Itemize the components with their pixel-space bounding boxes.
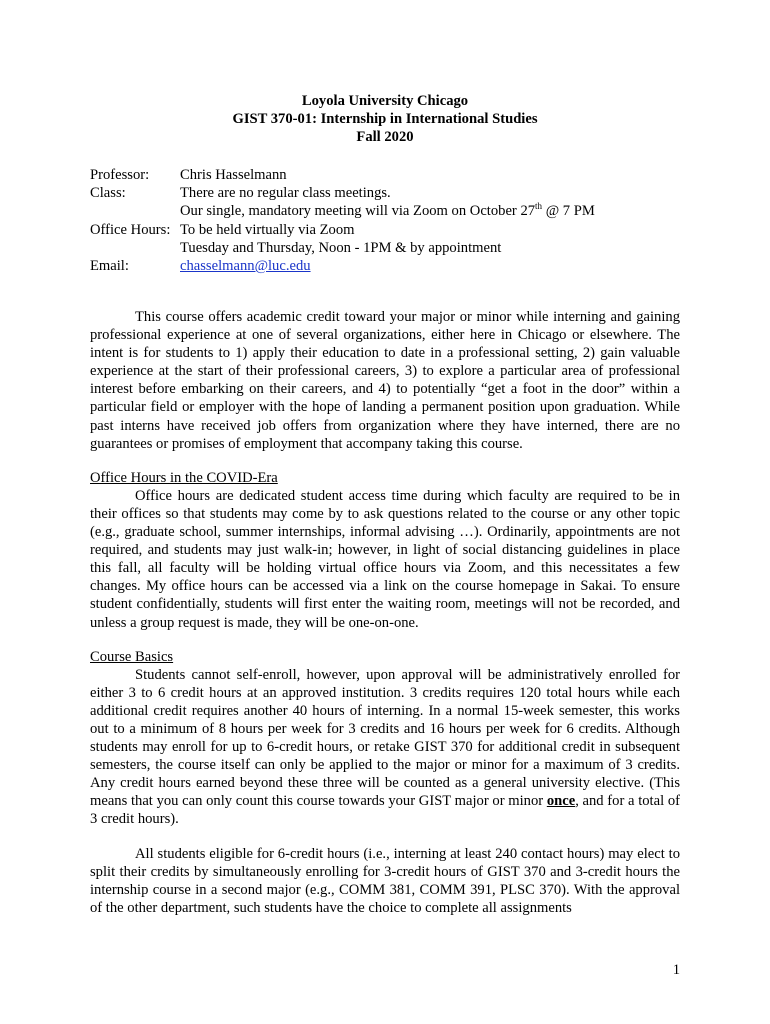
emphasis-once: once [546, 793, 576, 810]
term: Fall 2020 [356, 129, 414, 146]
course-basics-heading: Course Basics [90, 648, 174, 665]
page-number: 1 [672, 962, 680, 978]
professor-label: Professor: [90, 167, 150, 183]
course-info [90, 166, 690, 275]
office-hours-paragraph: Office hours are dedicated student access time during which faculty are required to be in their offices so that students may come by to ask questions related to the course or any other topic (e.g., graduate school, summer internships, informal advising …). Ordinarily, appointments are not required, and students may just walk-in; however, in light of social distancing guidelines in place this fall, all faculty will be holding virtual office hours via Zoom, and this necessitates a few changes. My office hours can be accessed via a link on the course homepage in Sakai. To ensure student confidentially, students will first enter the waiting room, meetings will not be recorded, and unless a group request is made, they will be one-on-one. [90, 487, 680, 631]
office-hours-row-2 [90, 239, 690, 257]
office-hours-value-1: To be held virtually via Zoom [180, 221, 355, 238]
class-label: Class: [90, 185, 126, 202]
office-hours-label: Office Hours: [90, 221, 171, 238]
office-hours-row [90, 221, 690, 239]
document-header [0, 92, 770, 147]
course-basics-paragraph: Students cannot self-enroll, however, upon approval will be administratively enrolled for either 3 to 6 credit hours at an approved institution. 3 credits requires 120 total hours while each additional credit requires another 40 hours of interning. In a normal 15-week semester, this works out to a minimum of 8 hours per week for 3 credits and 16 hours per week for 6 credits. Although students may enroll for up to 6-credit hours, or retake GIST 370 for additional credit in subsequent semesters, the course itself can only be applied to the major or minor for a maximum of 3 credits. Any credit hours earned beyond these three will be counted as a general university elective. (This means that you can only count this course towards your GIST major or minor once, and for a total of 3 credit hours). [90, 666, 680, 828]
university-name: Loyola University Chicago [301, 93, 469, 109]
class-value-2: Our single, mandatory meeting will via Zoom on October 27th @ 7 PM [180, 201, 595, 220]
email-label: Email: [90, 258, 129, 275]
class-row-2 [90, 202, 690, 220]
document-body [90, 308, 680, 917]
professor-row [90, 166, 690, 184]
intro-paragraph: This course offers academic credit toward your major or minor while interning and gaining professional experience at one of several organizations, either here in Chicago or elsewhere. The intent is for students to 1) apply their education to date in a professional setting, 2) gain valuable experience at the start of their professional careers, 3) to explore a particular area of professional interest before embarking on their careers, and 4) to potentially “get a foot in the door” within a particular field or employer with the hope of landing a permanent position upon graduation. While past interns have received job offers from organization where they have interned, there are no guarantees or promises of employment that accompany taking this course. [90, 309, 680, 452]
professor-value: Chris Hasselmann [180, 167, 287, 183]
course-title: GIST 370-01: Internship in International Studies [232, 111, 538, 128]
office-hours-heading: Office Hours in the COVID-Era [90, 469, 278, 486]
email-link[interactable]: chasselmann@luc.edu [180, 258, 311, 275]
office-hours-value-2: Tuesday and Thursday, Noon - 1PM & by appointment [180, 239, 502, 256]
class-row [90, 184, 690, 202]
credit-split-paragraph: All students eligible for 6-credit hours (i.e., interning at least 240 contact hours) may elect to split their credits by simultaneously enrolling for 3-credit hours of GIST 370 and 3-credit hours the internship course in a second major (e.g., COMM 381, COMM 391, PLSC 370). With the approval of the other department, such students have the choice to complete all assignments [90, 845, 680, 916]
class-value-1: There are no regular class meetings. [180, 185, 391, 202]
email-row [90, 257, 690, 275]
